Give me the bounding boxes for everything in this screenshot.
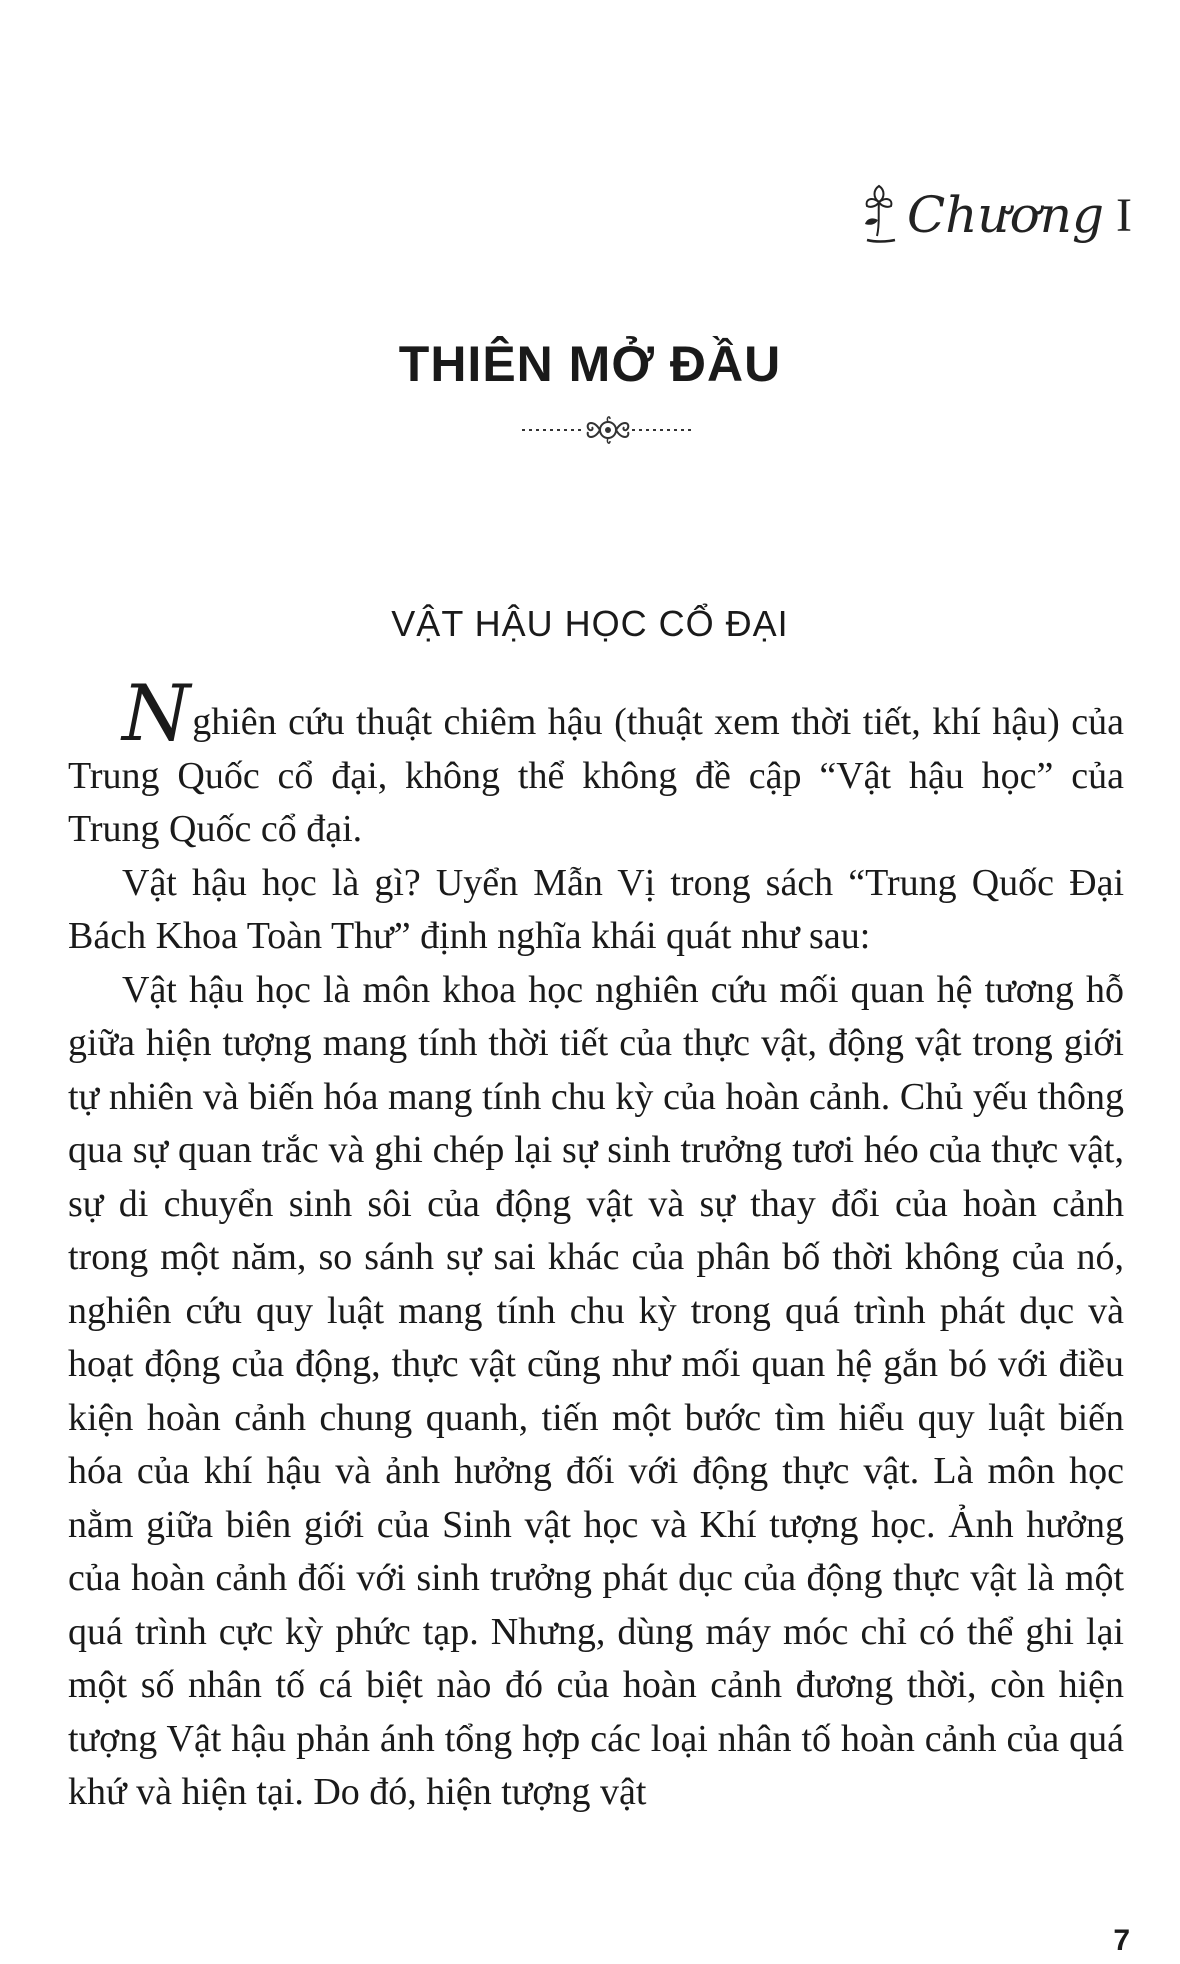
chapter-title: THIÊN MỞ ĐẦU	[398, 336, 782, 392]
section-title: VẬT HẬU HỌC CỔ ĐẠI	[391, 603, 789, 644]
scroll-ornament-icon	[520, 410, 696, 450]
chapter-label	[857, 180, 1132, 250]
body-text	[68, 669, 1124, 1820]
flower-icon	[857, 180, 901, 250]
chapter-number: I	[1116, 188, 1132, 242]
paragraph-2: Vật hậu học là gì? Uyển Mẫn Vị trong sách “Trung Quốc Đại Bách Khoa Toàn Thư” định nghĩa khái quát như sau:	[68, 861, 1124, 957]
drop-cap: N	[122, 669, 191, 759]
paragraph-3: Vật hậu học là môn khoa học nghiên cứu mối quan hệ tương hỗ giữa hiện tượng mang tính thời tiết của thực vật, động vật trong giới tự nhiên và biến hóa mang tính chu kỳ của hoàn cảnh. Chủ yếu thông qua sự quan trắc và ghi chép lại sự sinh trưởng tươi héo của thực vật, sự di chuyển sinh sôi của động vật và sự thay đổi của hoàn cảnh trong một năm, so sánh sự sai khác của phân bố thời không của nó, nghiên cứu quy luật mang tính chu kỳ trong quá trình phát dục và hoạt động của động, thực vật cũng như mối quan hệ gắn bó với điều kiện hoàn cảnh chung quanh, tiến một bước tìm hiểu quy luật biến hóa của khí hậu và ảnh hưởng đối với động thực vật. Là môn học nằm giữa biên giới của Sinh vật học và Khí tượng học. Ảnh hưởng của hoàn cảnh đối với sinh trưởng phát dục của động thực vật là một quá trình cực kỳ phức tạp. Nhưng, dùng máy móc chỉ có thể ghi lại một số nhân tố cá biệt nào đó của hoàn cảnh đương thời, còn hiện tượng Vật hậu phản ánh tổng hợp các loại nhân tố hoàn cảnh của quá khứ và hiện tại. Do đó, hiện tượng vật	[68, 968, 1124, 1813]
paragraph-1-text: ghiên cứu thuật chiêm hậu (thuật xem thời tiết, khí hậu) của Trung Quốc cổ đại, không thể không đề cập “Vật hậu học” của Trung Quốc cổ đại.	[68, 701, 1124, 850]
paragraph-1	[68, 669, 1124, 857]
page-number: 7	[1113, 1924, 1130, 1957]
chapter-word: Chương	[907, 186, 1105, 244]
